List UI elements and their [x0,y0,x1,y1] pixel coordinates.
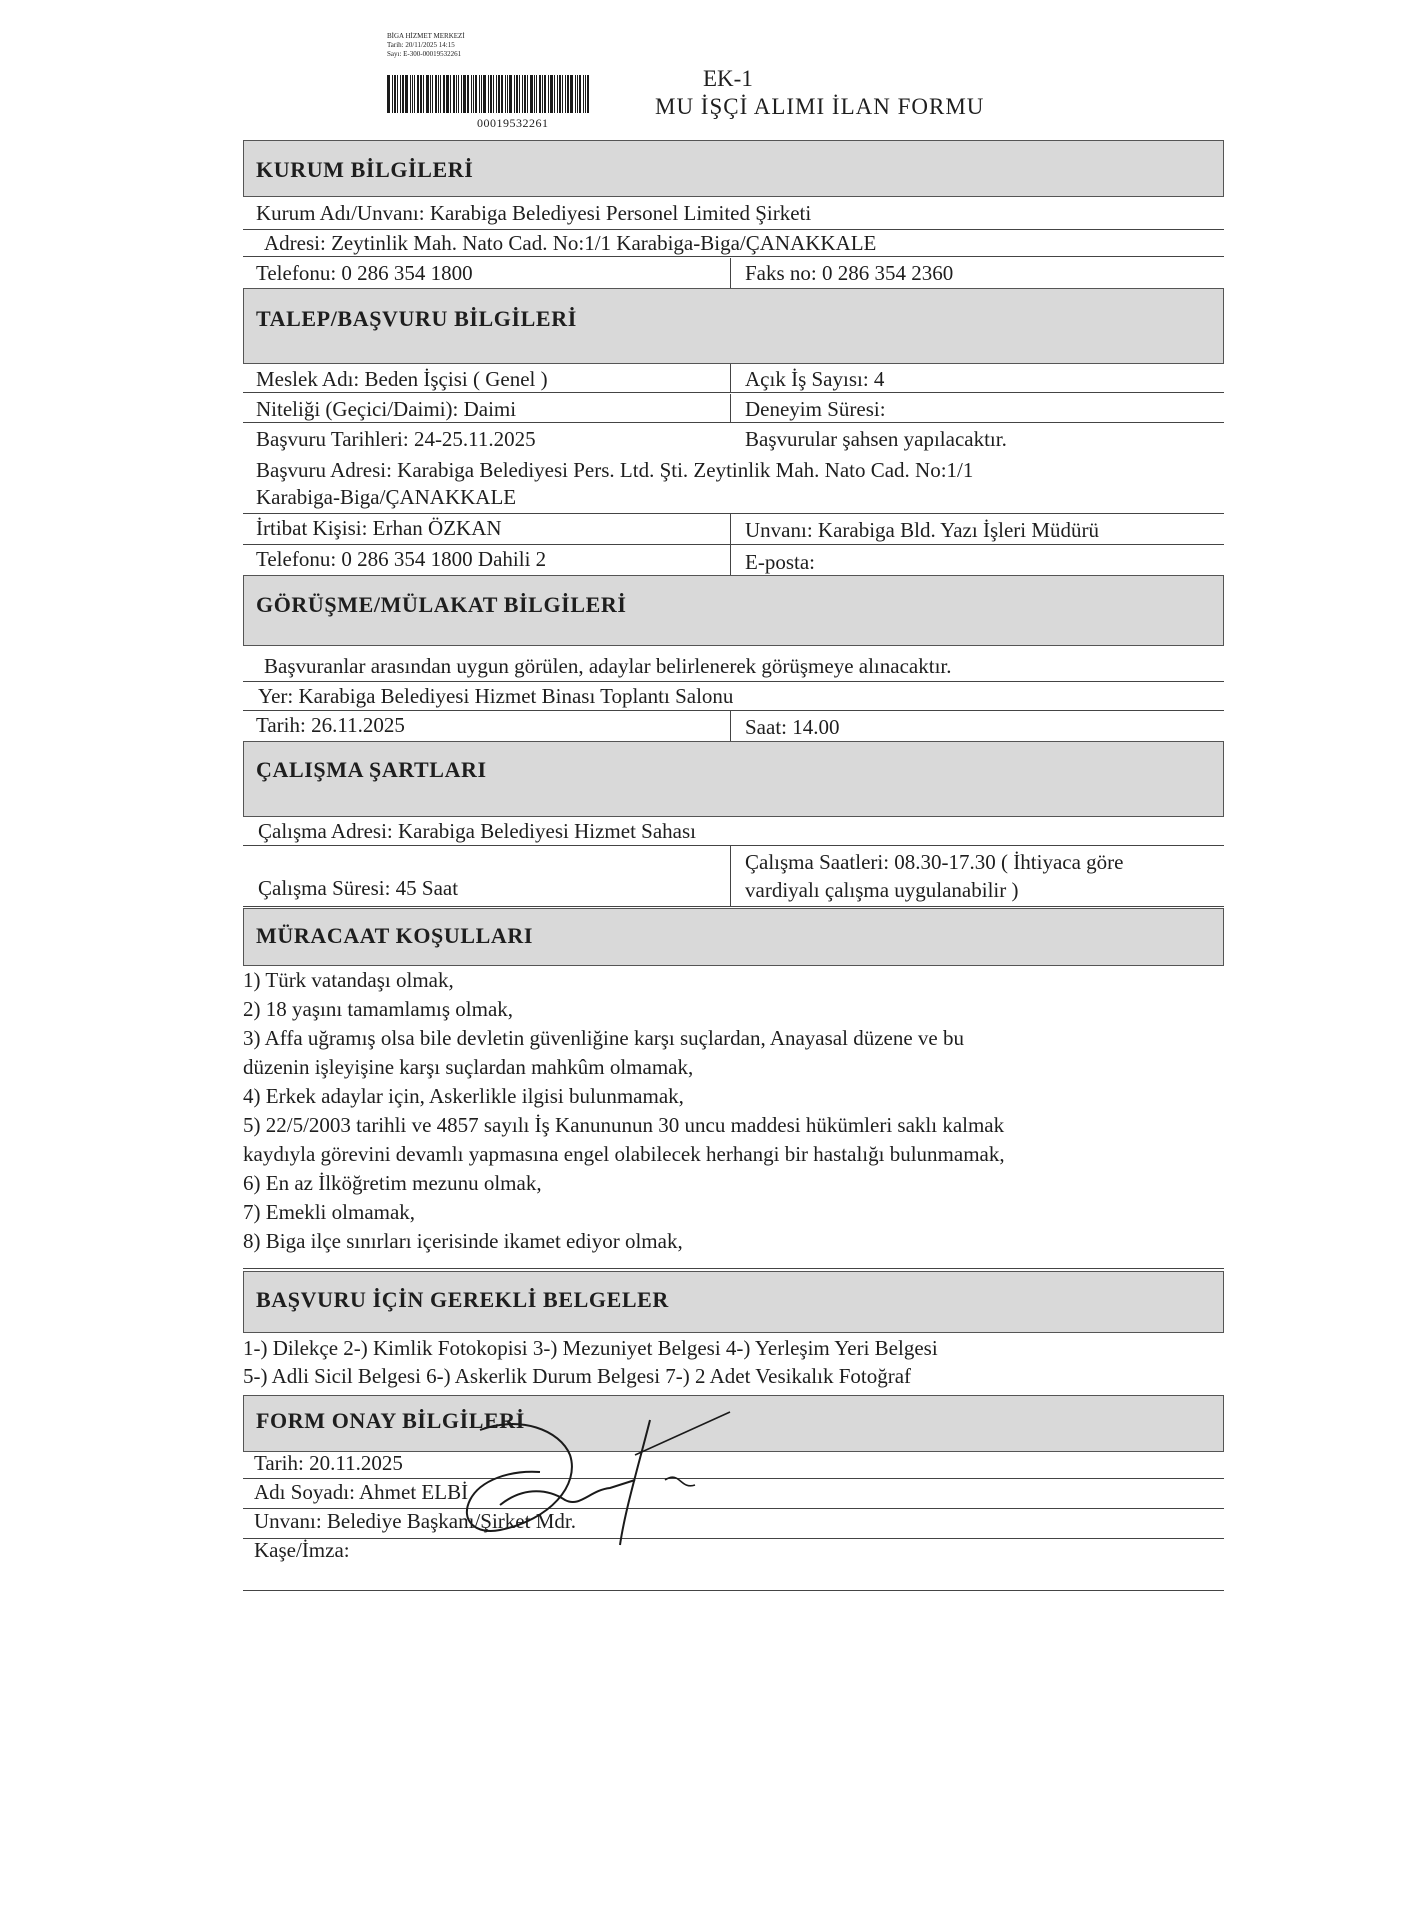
barcode-bar [585,75,586,113]
barcode-bar [405,75,408,113]
barcode-bar [420,75,422,113]
gorusme-yer: Yer: Karabiga Belediyesi Hizmet Binası Toplantı Salonu [258,684,734,708]
basvuru-adresi-line-1: Başvuru Adresi: Karabiga Belediyesi Pers. Ltd. Şti. Zeytinlik Mah. Nato Cad. No:1/1 [256,458,974,482]
stamp-office: BİGA HİZMET MERKEZİ [387,32,465,40]
barcode-number: 00019532261 [477,116,549,130]
section-header-gorusme: GÖRÜŞME/MÜLAKAT BİLGİLERİ [243,575,1224,646]
barcode-bar [387,75,390,113]
barcode-bar [583,75,584,113]
divider [243,422,1224,423]
barcode-bar [473,75,474,113]
barcode-bar [575,75,576,113]
barcode-bar [488,75,489,113]
barcode-bar [397,75,398,113]
column-divider [730,710,731,741]
condition-line: 1) Türk vatandaşı olmak, [243,968,454,992]
column-divider [730,394,731,422]
barcode-bar [438,75,439,113]
barcode-bar [410,75,411,113]
barcode-bar [461,75,462,113]
section-header-onay: FORM ONAY BİLGİLERİ [243,1395,1224,1452]
barcode-bar [490,75,492,113]
onay-kase-imza: Kaşe/İmza: [254,1538,350,1562]
form-title: MU İŞÇİ ALIMI İLAN FORMU [655,94,985,119]
barcode-bar [458,75,459,113]
barcode-bar [539,75,541,113]
barcode-bar [542,75,543,113]
barcode-bar [481,75,482,113]
barcode-bar [567,75,569,113]
section-header-muracaat: MÜRACAAT KOŞULLARI [243,908,1224,966]
section-header-calisma: ÇALIŞMA ŞARTLARI [243,741,1224,817]
barcode-bar [394,75,396,113]
barcode-bar [579,75,581,113]
barcode-bar [557,75,558,113]
barcode-bar [554,75,555,113]
irtibat-kisisi: İrtibat Kişisi: Erhan ÖZKAN [256,516,502,540]
condition-line: kaydıyla görevini devamlı yapmasına engel olabilecek herhangi bir hastalığı bulunmamak, [243,1142,1005,1166]
condition-line: 4) Erkek adaylar için, Askerlikle ilgisi bulunmamak, [243,1084,684,1108]
onay-tarih: Tarih: 20.11.2025 [254,1451,403,1475]
onay-unvani: Unvanı: Belediye Başkanı/Şirket Mdr. [254,1509,576,1533]
acik-is-sayisi: Açık İş Sayısı: 4 [745,367,885,391]
barcode-bar [432,75,433,113]
barcode [387,75,649,113]
barcode-bar [479,75,480,113]
condition-line: 5) 22/5/2003 tarihli ve 4857 sayılı İş Kanununun 30 uncu maddesi hükümleri saklı kalmak [243,1113,1005,1137]
barcode-bar [467,75,469,113]
barcode-bar [417,75,419,113]
gorusme-saat: Saat: 14.00 [745,715,840,739]
barcode-bar [524,75,526,113]
barcode-bar [456,75,457,113]
muracaat-conditions [243,966,1005,1256]
barcode-bar [577,75,578,113]
condition-line: 7) Emekli olmamak, [243,1200,416,1224]
signature-icon [440,1410,740,1550]
barcode-bar [562,75,563,113]
barcode-bar [402,75,404,113]
basvuru-tarihleri: Başvuru Tarihleri: 24-25.11.2025 [256,427,536,451]
barcode-bar [548,75,549,113]
barcode-bar [522,75,523,113]
divider [243,1590,1224,1591]
barcode-bar [498,75,500,113]
column-divider [730,845,731,906]
section-header-belgeler: BAŞVURU İÇİN GEREKLİ BELGELER [243,1271,1224,1333]
onay-adi-soyadi: Adı Soyadı: Ahmet ELBİ [254,1480,469,1504]
barcode-bar [423,75,424,113]
irtibat-eposta: E-posta: [745,550,815,574]
irtibat-telefonu: Telefonu: 0 286 354 1800 Dahili 2 [256,547,547,571]
barcode-bar [509,75,512,113]
barcode-bar [534,75,535,113]
divider [243,392,1224,393]
condition-line: 8) Biga ilçe sınırları içerisinde ikamet ediyor olmak, [243,1229,683,1253]
barcode-bar [483,75,486,113]
kurum-adi: Kurum Adı/Unvanı: Karabiga Belediyesi Personel Limited Şirketi [256,201,812,225]
calisma-adresi: Çalışma Adresi: Karabiga Belediyesi Hizmet Sahası [258,819,696,843]
barcode-bar [471,75,472,113]
belgeler-line-2: 5-) Adli Sicil Belgesi 6-) Askerlik Durum Belgesi 7-) 2 Adet Vesikalık Fotoğraf [243,1364,912,1388]
barcode-bar [530,75,533,113]
barcode-bar [505,75,506,113]
niteligi: Niteliği (Geçici/Daimi): Daimi [256,397,517,421]
barcode-bar [507,75,508,113]
stamp-date: Tarih: 20/11/2025 14:15 [387,41,455,49]
divider [243,681,1224,682]
barcode-bar [435,75,437,113]
barcode-bar [550,75,553,113]
barcode-bar [536,75,537,113]
condition-line: 2) 18 yaşını tamamlamış olmak, [243,997,514,1021]
kurum-telefon: Telefonu: 0 286 354 1800 [256,261,473,285]
barcode-bar [400,75,401,113]
section-header-kurum: KURUM BİLGİLERİ [243,140,1224,197]
divider [243,845,1224,846]
barcode-bar [527,75,528,113]
condition-line: düzenin işleyişine karşı suçlardan mahkûm olmamak, [243,1055,694,1079]
divider [243,1268,1224,1269]
column-divider [730,258,731,288]
barcode-bar [587,75,589,113]
divider [243,256,1224,257]
barcode-bar [516,75,518,113]
kurum-adresi: Adresi: Zeytinlik Mah. Nato Cad. No:1/1 Karabiga-Biga/ÇANAKKALE [264,231,877,255]
gorusme-tarih: Tarih: 26.11.2025 [256,713,405,737]
barcode-bar [446,75,449,113]
section-header-talep: TALEP/BAŞVURU BİLGİLERİ [243,288,1224,364]
barcode-bar [519,75,520,113]
column-divider [730,364,731,392]
barcode-bar [475,75,477,113]
belgeler-line-1: 1-) Dilekçe 2-) Kimlik Fotokopisi 3-) Mezuniyet Belgesi 4-) Yerleşim Yeri Belgesi [243,1336,938,1360]
barcode-bar [443,75,445,113]
barcode-bar [412,75,413,113]
barcode-bar [493,75,494,113]
gorusme-aciklama: Başvuranlar arasından uygun görülen, adaylar belirlenerek görüşmeye alınacaktır. [264,654,952,678]
barcode-bar [426,75,429,113]
barcode-bar [392,75,393,113]
barcode-bar [463,75,466,113]
annex-label: EK-1 [703,66,753,91]
barcode-bar [570,75,573,113]
barcode-bar [450,75,451,113]
barcode-bar [565,75,566,113]
registry-stamp [387,32,465,59]
divider [243,513,1224,514]
divider [243,544,1224,545]
barcode-bar [453,75,455,113]
barcode-bar [544,75,546,113]
calisma-saatleri-line-2: vardiyalı çalışma uygulanabilir ) [745,878,1019,902]
stamp-number: Sayı: E-300-00019532261 [387,50,462,58]
basvuru-sahsen: Başvurular şahsen yapılacaktır. [745,427,1007,451]
kurum-faks: Faks no: 0 286 354 2360 [745,261,954,285]
irtibat-unvani: Unvanı: Karabiga Bld. Yazı İşleri Müdürü [745,518,1100,542]
condition-line: 3) Affa uğramış olsa bile devletin güvenliğine karşı suçlardan, Anayasal düzene ve bu [243,1026,964,1050]
barcode-bar [559,75,561,113]
basvuru-adresi-line-2: Karabiga-Biga/ÇANAKKALE [256,485,517,509]
condition-line: 6) En az İlköğretim mezunu olmak, [243,1171,542,1195]
barcode-bar [501,75,503,113]
divider [243,710,1224,711]
barcode-bar [496,75,497,113]
barcode-bar [440,75,441,113]
barcode-bar [430,75,431,113]
meslek-adi: Meslek Adı: Beden İşçisi ( Genel ) [256,367,548,391]
barcode-bar [414,75,415,113]
divider [243,906,1224,907]
deneyim-suresi: Deneyim Süresi: [745,397,886,421]
calisma-suresi: Çalışma Süresi: 45 Saat [258,876,459,900]
barcode-bar [514,75,515,113]
calisma-saatleri-line-1: Çalışma Saatleri: 08.30-17.30 ( İhtiyaca göre [745,850,1124,874]
